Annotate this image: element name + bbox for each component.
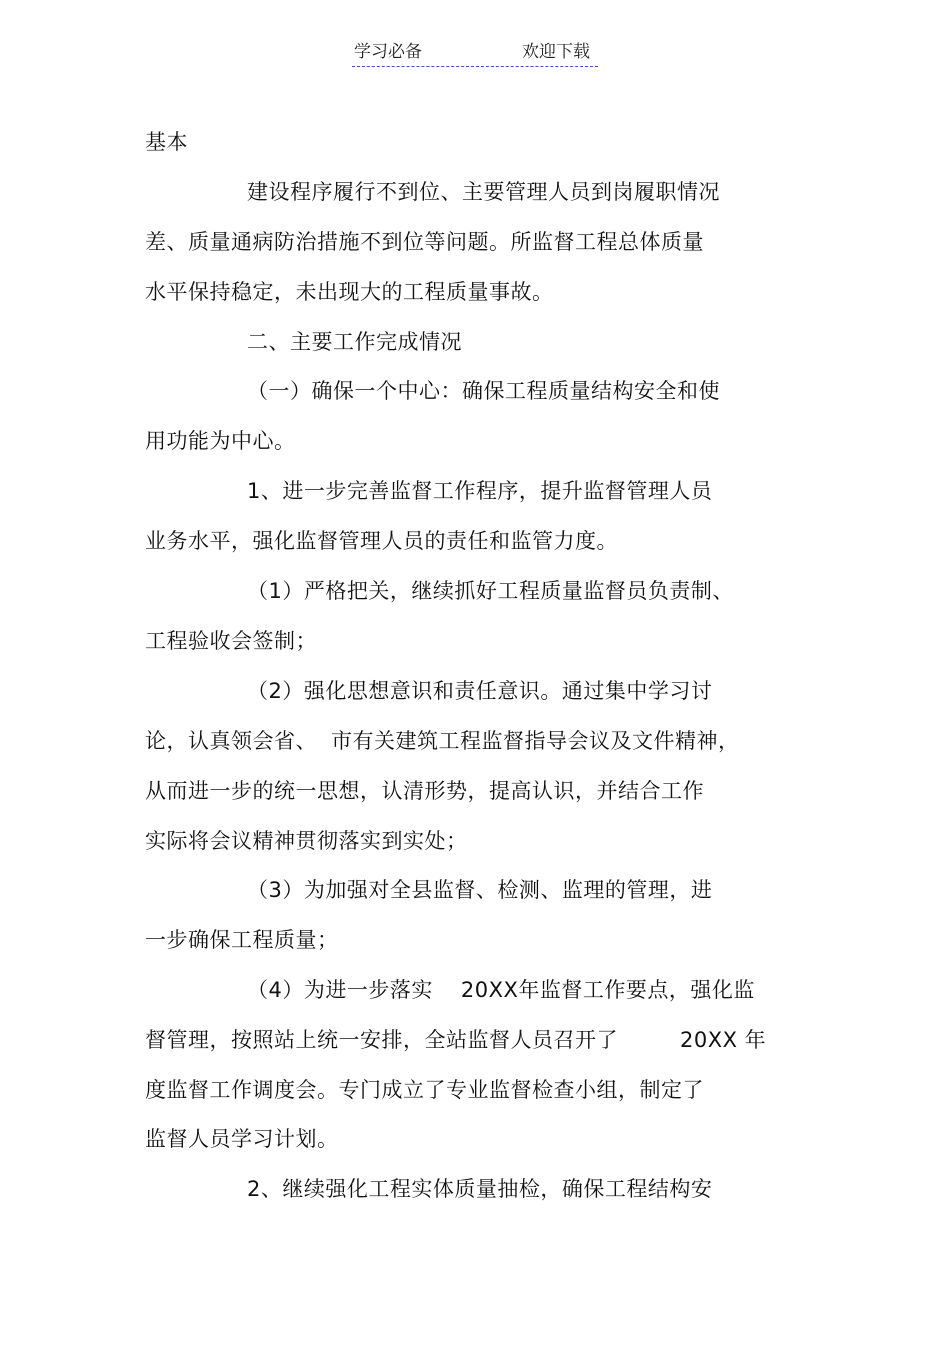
- text-line: 1、进一步完善监督工作程序，提升监督管理人员: [247, 479, 713, 503]
- section-heading: 二、主要工作完成情况: [247, 330, 462, 354]
- text-segment: （4）为进一步落实: [247, 978, 433, 1002]
- text-line: 从而进一步的统一思想，认清形势，提高认识，并结合工作: [145, 779, 704, 803]
- text-line: 用功能为中心。: [145, 429, 296, 453]
- text-line: [145, 726, 740, 756]
- text-line: 2、继续强化工程实体质量抽检，确保工程结构安: [247, 1177, 713, 1201]
- text-line: 监督人员学习计划。: [145, 1127, 339, 1151]
- text-line: 度监督工作调度会。专门成立了专业监督检查小组，制定了: [145, 1078, 704, 1102]
- text-line: （1）严格把关，继续抓好工程质量监督员负责制、: [247, 579, 734, 603]
- text-line: [247, 975, 755, 1005]
- page-header: [352, 40, 598, 67]
- text-line: （3）为加强对全县监督、检测、监理的管理，进: [247, 878, 713, 902]
- text-line: 差、质量通病防治措施不到位等问题。所监督工程总体质量: [145, 230, 704, 254]
- header-left-text: 学习必备: [354, 42, 422, 62]
- text-line: 一步确保工程质量；: [145, 928, 339, 952]
- text-line: 实际将会议精神贯彻落实到实处；: [145, 829, 468, 853]
- header-right-text: 欢迎下载: [522, 42, 590, 62]
- text-line: 水平保持稳定，未出现大的工程质量事故。: [145, 280, 554, 304]
- text-line: （2）强化思想意识和责任意识。通过集中学习讨: [247, 679, 713, 703]
- text-line: [145, 1025, 766, 1055]
- text-line: 基本: [145, 130, 188, 154]
- text-line: 业务水平，强化监督管理人员的责任和监管力度。: [145, 529, 618, 553]
- text-line: （一）确保一个中心：确保工程质量结构安全和使: [247, 379, 720, 403]
- text-segment: 20XX年监督工作要点，强化监: [460, 978, 755, 1002]
- text-segment: 20XX 年: [680, 1028, 767, 1052]
- text-segment: 督管理，按照站上统一安排，全站监督人员召开了: [145, 1028, 618, 1052]
- text-line: 建设程序履行不到位、主要管理人员到岗履职情况: [247, 180, 720, 204]
- text-segment: 论，认真领会省、: [145, 729, 317, 753]
- text-line: 工程验收会签制；: [145, 629, 317, 653]
- text-segment: 市有关建筑工程监督指导会议及文件精神，: [331, 729, 740, 753]
